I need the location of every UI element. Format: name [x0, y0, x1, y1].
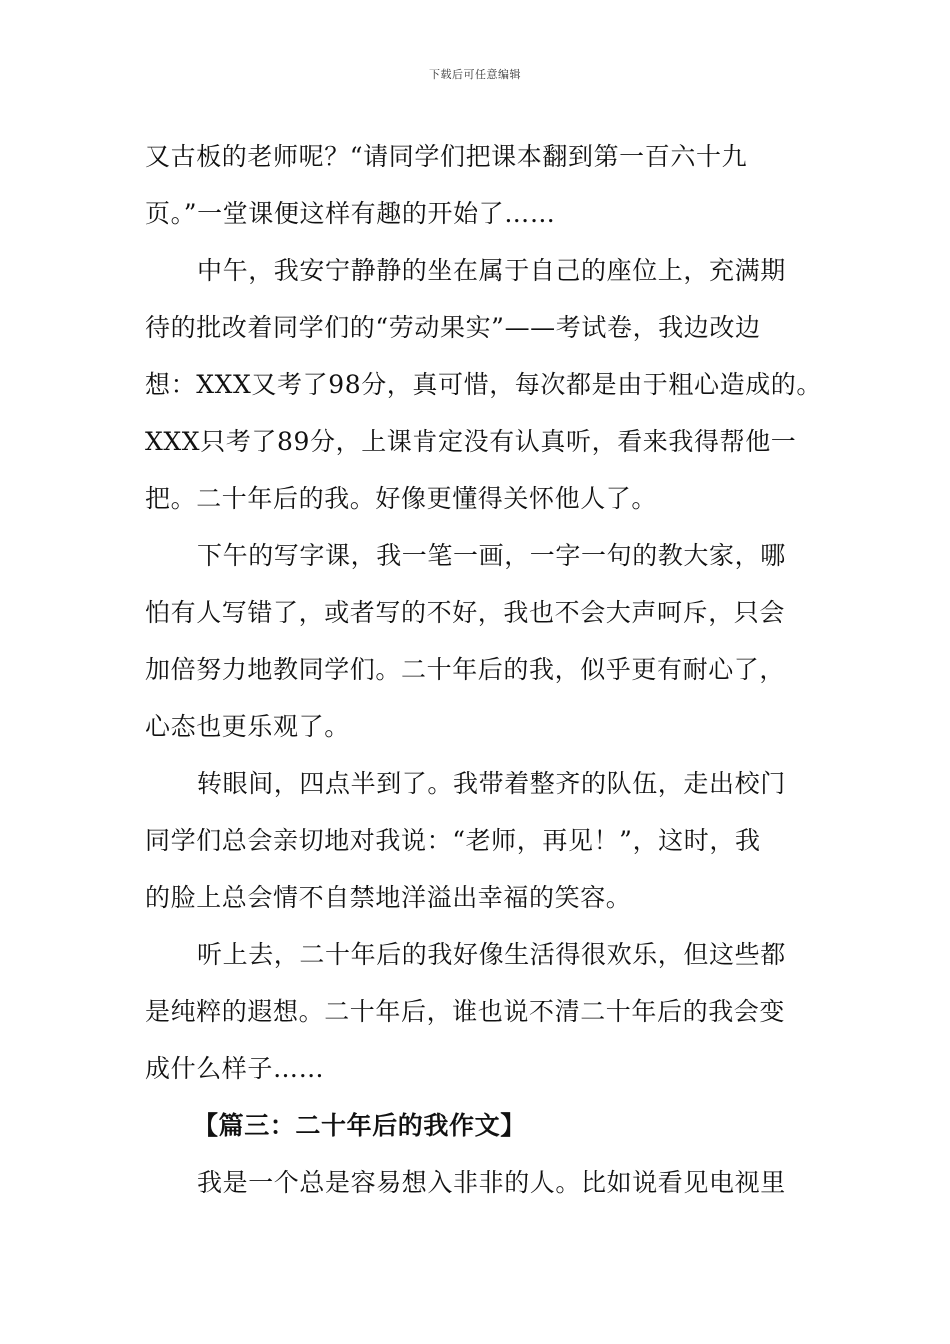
- paragraph-start-line: 下午的写字课，我一笔一画，一字一句的教大家，哪: [197, 541, 786, 570]
- text-line: 待的批改着同学们的“劳动果实”——考试卷，我边改边: [145, 313, 761, 342]
- text-line: 怕有人写错了，或者写的不好，我也不会大声呵斥，只会: [145, 598, 786, 627]
- text-line: 又古板的老师呢？“请同学们把课本翻到第一百六十九: [145, 142, 748, 171]
- text-line: 想：XXX又考了98分，真可惜，每次都是由于粗心造成的。: [145, 370, 823, 399]
- section-heading: 【篇三：二十年后的我作文】: [193, 1111, 526, 1140]
- page-header: 下载后可任意编辑: [429, 68, 521, 81]
- text-line: 的脸上总会情不自禁地洋溢出幸福的笑容。: [145, 883, 632, 912]
- paragraph-start-line: 听上去，二十年后的我好像生活得很欢乐，但这些都: [197, 940, 786, 969]
- text-line: 把。二十年后的我。好像更懂得关怀他人了。: [145, 484, 658, 513]
- document-body: [145, 128, 825, 1211]
- text-line: 是纯粹的遐想。二十年后，谁也说不清二十年后的我会变: [145, 997, 786, 1026]
- text-line: 加倍努力地教同学们。二十年后的我，似乎更有耐心了，: [145, 655, 786, 684]
- paragraph-start-line: 转眼间，四点半到了。我带着整齐的队伍，走出校门: [197, 769, 786, 798]
- text-line: 同学们总会亲切地对我说：“老师，再见！”，这时，我: [145, 826, 761, 855]
- text-line: 心态也更乐观了。: [145, 712, 350, 741]
- text-line: 页。”一堂课便这样有趣的开始了……: [145, 199, 556, 228]
- paragraph-start-line: 我是一个总是容易想入非非的人。比如说看见电视里: [197, 1168, 786, 1197]
- paragraph-start-line: 中午，我安宁静静的坐在属于自己的座位上，充满期: [197, 256, 786, 285]
- text-line: 成什么样子……: [145, 1054, 325, 1083]
- text-line: XXX只考了89分，上课肯定没有认真听，看来我得帮他一: [145, 427, 797, 456]
